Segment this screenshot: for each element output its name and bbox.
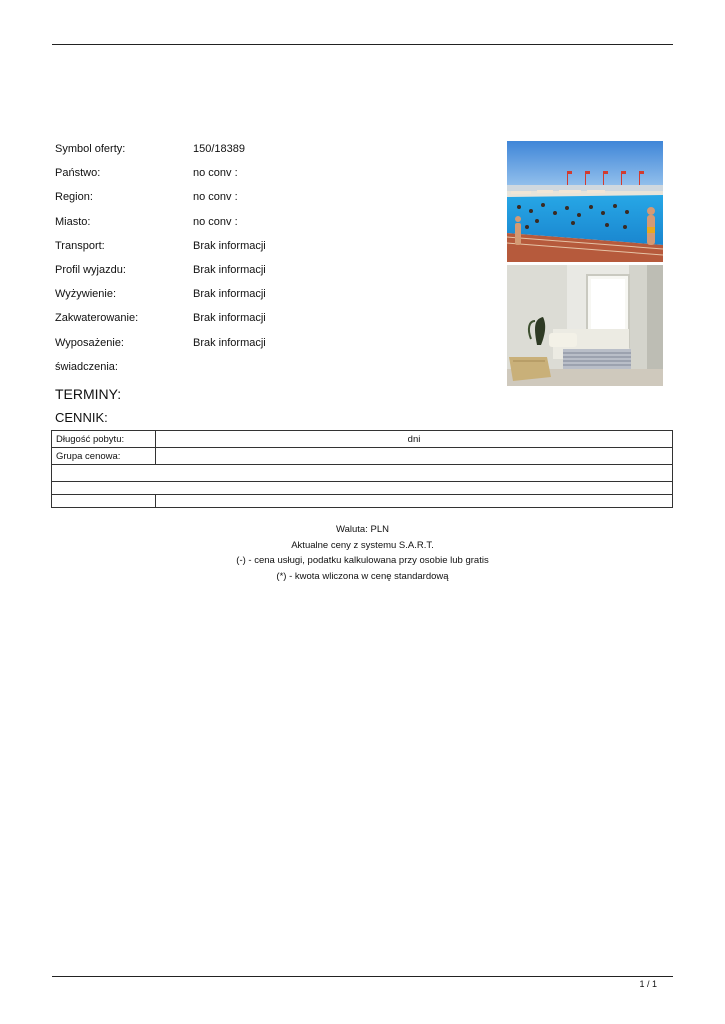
terms-heading: TERMINY:	[55, 386, 122, 402]
table-row	[52, 448, 673, 465]
pool-photo	[507, 141, 663, 262]
stay-length-unit: dni	[156, 431, 673, 448]
offer-row-board	[55, 287, 495, 311]
table-row	[52, 482, 673, 495]
offer-label: Profil wyjazdu:	[55, 263, 126, 276]
offer-label: Zakwaterowanie:	[55, 312, 139, 325]
offer-value: Brak informacji	[193, 336, 266, 349]
offer-value: no conv :	[193, 215, 238, 228]
star-note: (*) - kwota wliczona w cenę standardową	[276, 570, 449, 582]
table-row	[52, 495, 673, 508]
offer-row-region	[55, 190, 495, 214]
offer-label: świadczenia:	[55, 360, 118, 373]
empty-cell	[156, 495, 673, 508]
offer-label: Symbol oferty:	[55, 143, 126, 155]
offer-row-profile	[55, 263, 495, 287]
empty-cell	[52, 495, 156, 508]
offer-label: Wyżywienie:	[55, 288, 117, 301]
currency-note: Waluta: PLN	[336, 524, 389, 535]
offer-row-services	[55, 360, 495, 384]
offer-label: Miasto:	[55, 215, 91, 228]
offer-row-symbol	[55, 142, 495, 166]
offer-value: no conv :	[193, 167, 238, 180]
offer-value: 150/18389	[193, 143, 245, 155]
dash-note: (-) - cena usługi, podatku kalkulowana przy osobie lub gratis	[236, 555, 489, 567]
stay-length-label: Długość pobytu:	[52, 431, 156, 448]
page-number: 1 / 1	[639, 979, 657, 989]
price-group-value	[156, 448, 673, 465]
empty-cell	[52, 465, 673, 482]
hotel-room-photo	[507, 265, 663, 386]
source-note: Aktualne ceny z systemu S.A.R.T.	[291, 539, 434, 551]
offer-label: Transport:	[55, 239, 105, 252]
offer-row-city	[55, 215, 495, 239]
offer-value: Brak informacji	[193, 239, 266, 252]
table-row	[52, 431, 673, 448]
offer-value: Brak informacji	[193, 263, 266, 276]
price-group-label: Grupa cenowa:	[52, 448, 156, 465]
top-rule	[52, 44, 673, 45]
offer-row-equipment	[55, 336, 495, 360]
offer-row-accommodation	[55, 311, 495, 335]
empty-cell	[52, 482, 673, 495]
price-heading: CENNIK:	[55, 410, 108, 425]
offer-label: Wyposażenie:	[55, 336, 124, 349]
table-row	[52, 465, 673, 482]
offer-label: Region:	[55, 191, 93, 204]
offer-row-transport	[55, 239, 495, 263]
bottom-rule	[52, 976, 673, 977]
offer-row-country	[55, 166, 495, 190]
offer-value: Brak informacji	[193, 288, 266, 301]
price-table	[51, 430, 673, 508]
price-notes	[0, 522, 725, 584]
offer-info	[55, 142, 495, 384]
offer-value: no conv :	[193, 191, 238, 204]
offer-label: Państwo:	[55, 167, 101, 180]
offer-value: Brak informacji	[193, 312, 266, 325]
